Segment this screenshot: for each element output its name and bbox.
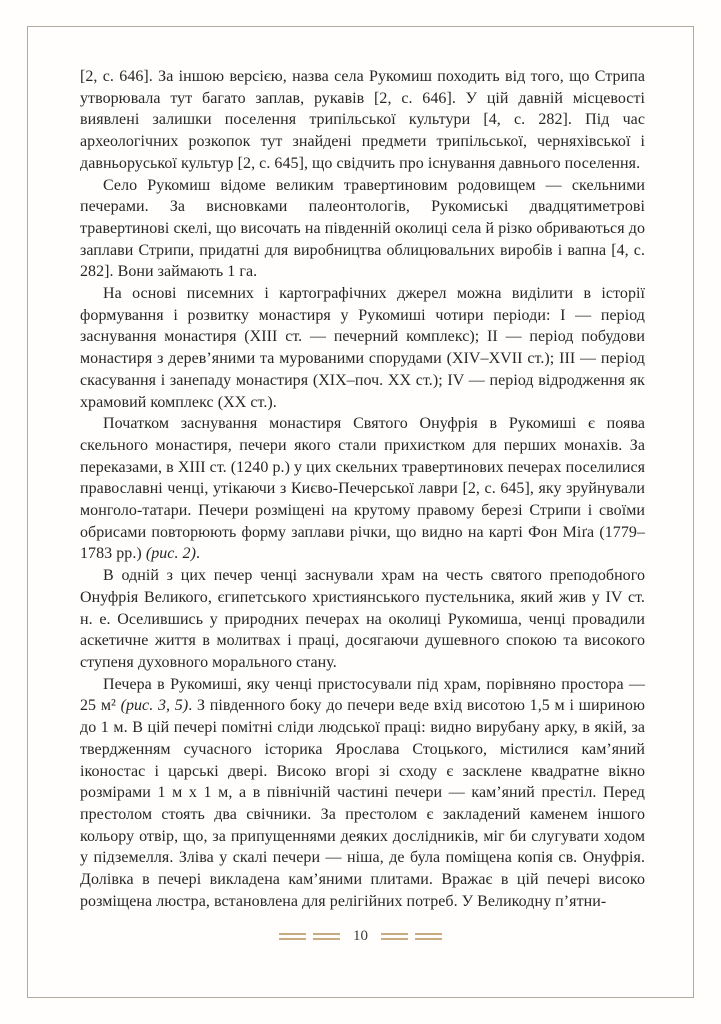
paragraph — [80, 674, 645, 913]
text-segment: Початком заснування монастиря Святого Онуфрія в Рукомиші є поява скельного монастиря, печери якого стали прихистком для перших монахів. За переказами, в ХІІІ ст. (1240 р.) у цих скельних травертинових печерах поселилися православні ченці, утікаючи з Києво-Печерської лаври [2, с. 645], яку зруйнували монголо-татари. Печери розміщені на крутому правому березі Стрипи і своїми обрисами повторюють форму заплави річки, що видно на карті Фон Міґа (1779–1783 рр.) — [80, 415, 645, 563]
paragraph — [80, 565, 645, 674]
text-segment: . З південного боку до печери веде вхід висотою 1,5 м і шириною до 1 м. В цій печері помітні сліди людської праці: видно вирубану арку, в якій, за твердженням сучасного історика Ярослава Стоцького, містилися кам’яний іконостас і царські двері. Високо вгорі зі сходу є засклене квадратне вікно розмірами 1 м х 1 м, а в північній частині печери — кам’яний престіл. Перед престолом стоять два свічники. За престолом є закладений каменем іншого кольору отвір, що, за припущеннями деяких дослідників, міг би слугувати ходом у підземелля. Зліва у скалі печери — ніша, де була поміщена копія св. Онуфрія. Долівка в печері викладена кам’яними плитами. Вражає в цій печері високо розміщена люстра, встановлена для релігійних потреб. У Великодну п’ятни- — [80, 697, 645, 910]
double-line-icon — [381, 933, 408, 940]
page-footer — [0, 926, 721, 946]
text-segment: . — [196, 545, 201, 563]
text-segment: [2, с. 646]. За іншою версією, назва села Рукомиш походить від того, що Стрипа утворювала тут багато заплав, рукавів [2, с. 646]. У цій давній місцевості виявлені залишки поселення трипільської культури [4, с. 282]. Під час археологічних розкопок тут знайдені предмети трипільської, черняхівської і давньоруської культур [2, с. 645], що свідчить про існування давнього поселення. — [80, 68, 645, 172]
text-segment: В одній з цих печер ченці заснували храм на честь святого преподобного Онуфрія Великого, єгипетського християнського пустельника, який жив у IV ст. н. е. Оселившись у природних печерах на околиці Рукомиша, ченці провадили аскетичне життя в молитвах і праці, досягаючи душевного спокою та високого ступеня духовного морального стану. — [80, 567, 645, 671]
figure-reference: (рис. 2) — [145, 545, 196, 563]
footer-ornament-right — [381, 933, 442, 940]
footer-ornament-left — [279, 933, 340, 940]
paragraph — [80, 175, 645, 284]
text-segment: Печера в Рукомиші, яку ченці пристосували під храм, порівняно простора — 25 м² — [80, 675, 645, 715]
page-number: 10 — [353, 927, 368, 944]
paragraph — [80, 283, 645, 413]
text-segment: Село Рукомиш відоме великим травертиновим родовищем — скельними печерами. За висновками палеонтологів, Рукомиські двадцятиметрові травертинові скелі, що височать на південній околиці села й різко обриваються до заплави Стрипи, придатні для виробництва облицювальних виробів і вапна [4, с. 282]. Вони займають 1 га. — [80, 176, 645, 281]
paragraph — [80, 66, 645, 175]
text-block — [80, 66, 645, 912]
text-segment: На основі писемних і картографічних джерел можна виділити в історії формування і розвитку монастиря у Рукомиші чотири періоди: І — період заснування монастиря (ХІІІ ст. — печерний комплекс); ІІ — період побудови монастиря з дерев’яними та мурованими спорудами (XIV–XVII ст.); ІІІ — період скасування і занепаду монастиря (ХІХ–поч. ХХ ст.); IV — період відродження як храмовий комплекс (ХХ ст.). — [80, 285, 645, 411]
double-line-icon — [279, 933, 306, 940]
figure-reference: (рис. 3, 5) — [120, 697, 189, 715]
paragraph — [80, 413, 645, 565]
double-line-icon — [313, 933, 340, 940]
double-line-icon — [415, 933, 442, 940]
